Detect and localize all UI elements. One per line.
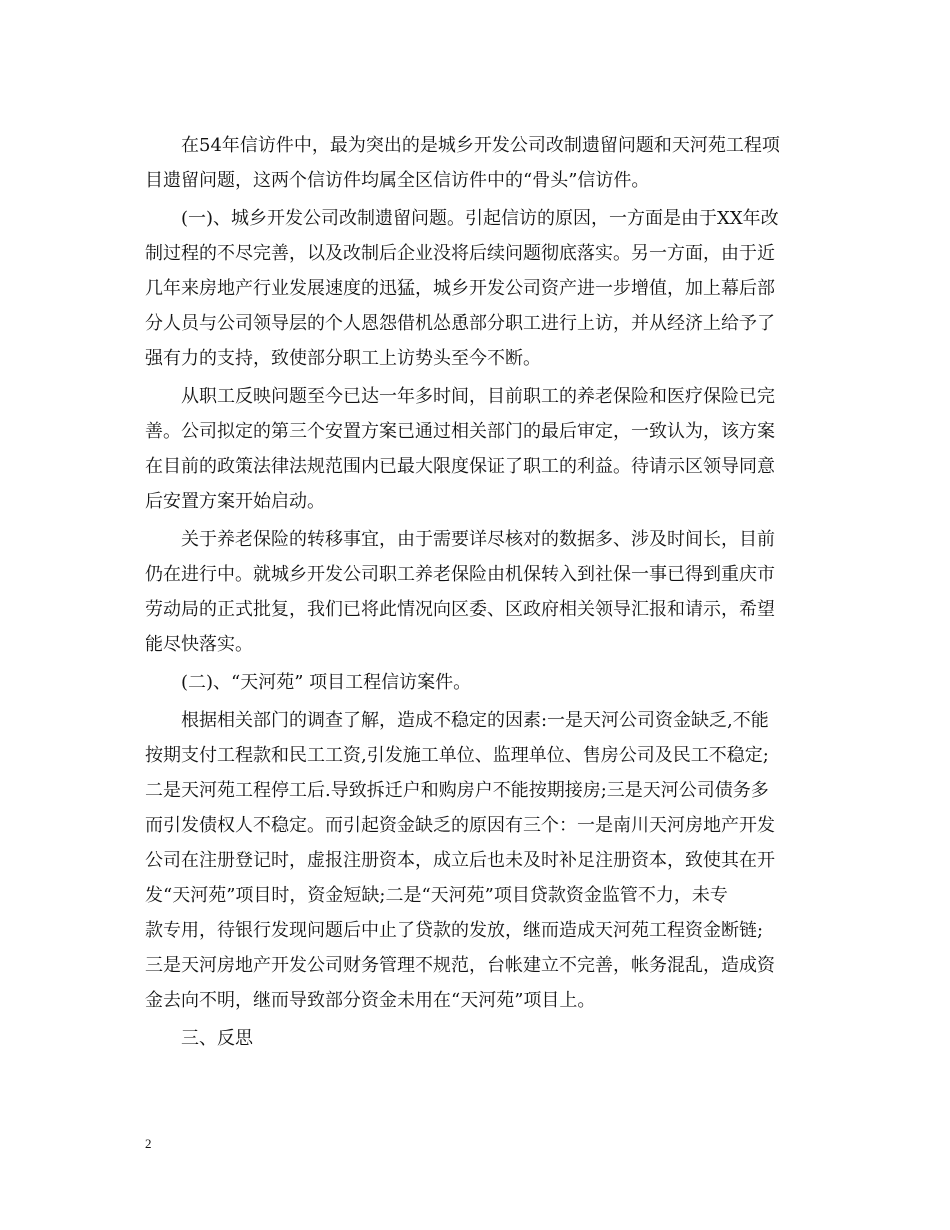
paragraph-6-line-8: 三是天河房地产开发公司财务管理不规范，台帐建立不完善，帐务混乱，造成资 [145, 955, 775, 976]
paragraph-6-line-7: 款专用，待银行发现问题后中止了贷款的发放，继而造成天河苑工程资金断链; [145, 920, 764, 941]
paragraph-6-line-2: 按期支付工程款和民工工资,引发施工单位、监理单位、售房公司及民工不稳定; [145, 745, 769, 766]
paragraph-3-line-1: 从职工反映问题至今已达一年多时间，目前职工的养老保险和医疗保险已完 [145, 386, 775, 407]
paragraph-6-line-1: 根据相关部门的调查了解，造成不稳定的因素:一是天河公司资金缺乏,不能 [145, 710, 769, 731]
paragraph-2-line-5: 强有力的支持，致使部分职工上访势头至今不断。 [145, 348, 541, 369]
section-heading-reflection: 三、反思 [145, 1028, 253, 1049]
paragraph-3-line-4: 后安置方案开始启动。 [145, 491, 325, 512]
paragraph-3-line-3: 在目前的政策法律法规范围内已最大限度保证了职工的利益。待请示区领导同意 [145, 456, 775, 477]
paragraph-6-line-6: 发“天河苑”项目时，资金短缺;二是“天河苑”项目贷款资金监管不力，未专 [145, 885, 728, 906]
paragraph-2-line-3: 几年来房地产行业发展速度的迅猛，城乡开发公司资产进一步增值，加上幕后部 [145, 278, 775, 299]
paragraph-6-line-4: 而引发债权人不稳定。而引起资金缺乏的原因有三个：一是南川天河房地产开发 [145, 815, 775, 836]
paragraph-6-line-3: 二是天河苑工程停工后.导致拆迁户和购房户不能按期接房;三是天河公司债务多 [145, 780, 769, 801]
paragraph-4-line-4: 能尽快落实。 [145, 634, 253, 655]
page-number: 2 [145, 1136, 152, 1151]
paragraph-4-line-1: 关于养老保险的转移事宜，由于需要详尽核对的数据多、涉及时间长，目前 [145, 529, 775, 550]
document-body [145, 128, 809, 1056]
paragraph-6-line-5: 公司在注册登记时，虚报注册资本，成立后也未及时补足注册资本，致使其在开 [145, 850, 775, 871]
paragraph-1-line-1: 在54年信访件中，最为突出的是城乡开发公司改制遗留问题和天河苑工程项 [145, 135, 780, 156]
paragraph-2-line-4: 分人员与公司领导层的个人恩怨借机怂恿部分职工进行上访，并从经济上给予了 [145, 313, 775, 334]
paragraph-4-line-3: 劳动局的正式批复，我们已将此情况向区委、区政府相关领导汇报和请示，希望 [145, 599, 775, 620]
paragraph-2-line-2: 制过程的不尽完善，以及改制后企业没将后续问题彻底落实。另一方面，由于近 [145, 243, 775, 264]
paragraph-2-line-1: (一)、城乡开发公司改制遗留问题。引起信访的原因，一方面是由于XX年改 [145, 208, 779, 229]
section-heading-tianheyuan: (二)、“天河苑” 项目工程信访案件。 [145, 672, 472, 693]
paragraph-3-line-2: 善。公司拟定的第三个安置方案已通过相关部门的最后审定，一致认为，该方案 [145, 421, 775, 442]
paragraph-4-line-2: 仍在进行中。就城乡开发公司职工养老保险由机保转入到社保一事已得到重庆市 [145, 564, 775, 585]
paragraph-6-line-9: 金去向不明，继而导致部分资金未用在“天河苑”项目上。 [145, 990, 596, 1011]
paragraph-1-line-2: 目遗留问题，这两个信访件均属全区信访件中的“骨头”信访件。 [145, 170, 650, 191]
